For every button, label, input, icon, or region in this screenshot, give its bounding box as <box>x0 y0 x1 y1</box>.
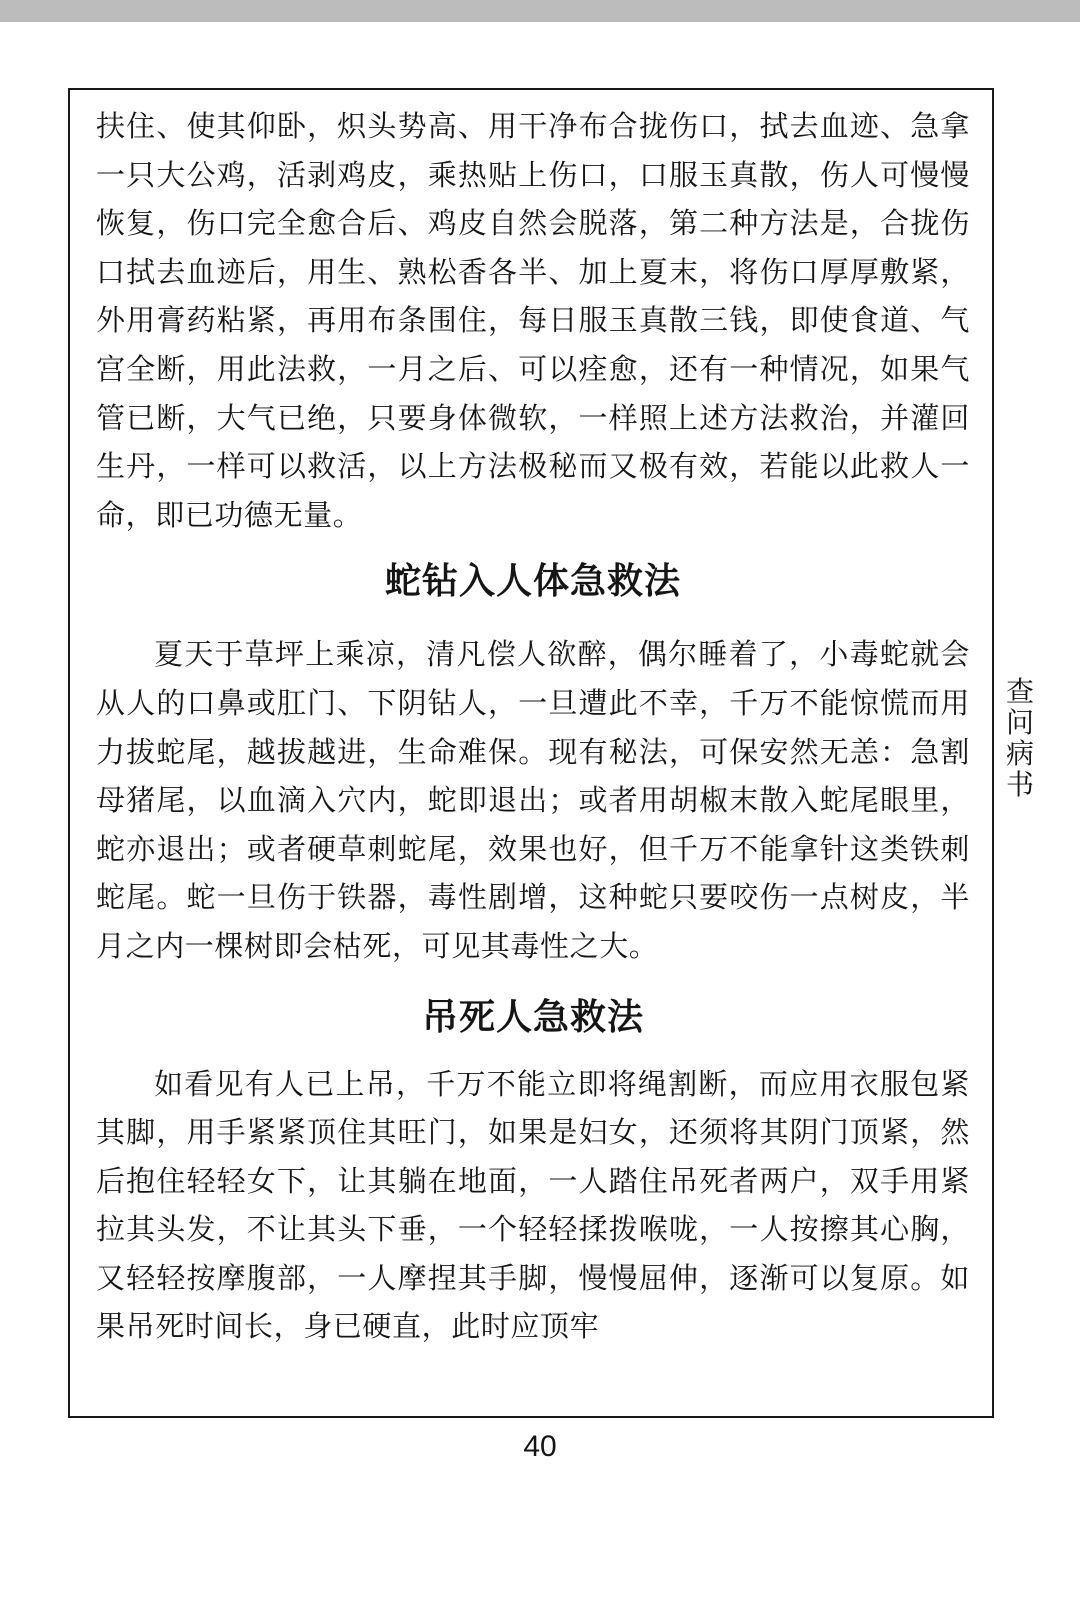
side-char: 问 <box>1005 706 1034 739</box>
paragraph-snake-rescue: 夏天于草坪上乘凉，清凡偿人欲醉，偶尔睡着了，小毒蛇就会从人的口鼻或肛门、下阴钻人，一旦遭此不幸，千万不能惊慌而用力拔蛇尾，越拔越进，生命难保。现有秘法，可保安然无恙：急割母猪尾，以血滴入穴内，蛇即退出；或者用胡椒末散入蛇尾眼里，蛇亦退出；或者硬草刺蛇尾，效果也好，但千万不能拿针这类铁刺蛇尾。蛇一旦伤于铁器，毒性剧增，这种蛇只要咬伤一点树皮，半月之内一棵树即会枯死，可见其毒性之大。 <box>96 637 970 963</box>
side-char: 病 <box>1005 737 1034 770</box>
page-number: 40 <box>523 1430 557 1463</box>
paragraph-continuation: 扶住、使其仰卧，炽头势高、用干净布合拢伤口，拭去血迹、急拿一只大公鸡，活剥鸡皮，乘热贴上伤口，口服玉真散，伤人可慢慢恢复，伤口完全愈合后、鸡皮自然会脱落，第二种方法是，合拢伤口拭去血迹后，用生、熟松香各半、加上夏末，将伤口厚厚敷紧，外用膏药粘紧，再用布条围住，每日服玉真散三钱，即使食道、气宫全断，用此法救，一月之后、可以痊愈，还有一种情况，如果气管已断，大气已绝，只要身体微软，一样照上述方法救治，并灌回生丹，一样可以救活，以上方法极秘而又极有效，若能以此救人一命，即已功德无量。 <box>96 109 970 532</box>
page-border-frame <box>68 88 994 1418</box>
scan-top-edge <box>0 0 1080 22</box>
side-char: 查 <box>1005 675 1034 708</box>
paragraph-hanging-rescue: 如看见有人已上吊，千万不能立即将绳割断，而应用衣服包紧其脚，用手紧紧顶住其旺门，如果是妇女，还须将其阴门顶紧，然后抱住轻轻女下，让其躺在地面，一人踏住吊死者两户，双手用紧拉其头发，不让其头下垂，一个轻轻揉拨喉咙，一人按擦其心胸，又轻轻按摩腹部，一人摩捏其手脚，慢慢屈伸，逐渐可以复原。如果吊死时间长，身已硬直，此时应顶牢 <box>96 1066 970 1344</box>
side-book-title <box>1003 676 1037 800</box>
section-title-hanging: 吊死人急救法 <box>421 995 644 1038</box>
section-title-snake: 蛇钻入人体急救法 <box>384 560 681 603</box>
side-char: 书 <box>1005 768 1034 801</box>
